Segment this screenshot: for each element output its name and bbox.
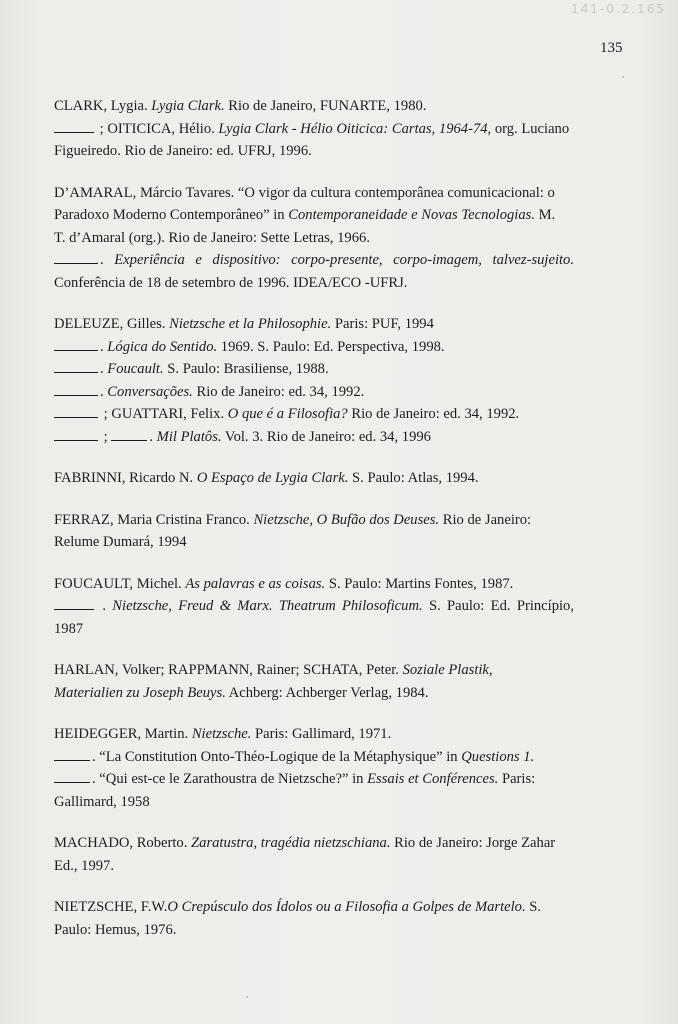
bib-text: 1969. S. Paulo: Ed. Perspectiva, 1998. (217, 338, 445, 355)
bib-line (54, 467, 574, 490)
bib-title-italic: O que é a Filosofia? (227, 406, 348, 422)
ditto-rule (54, 595, 94, 610)
bib-entry-harlan (54, 659, 574, 704)
bib-text: ; GUATTARI, Felix. (100, 406, 228, 422)
bib-title-italic: Lygia Clark. (151, 98, 225, 114)
bib-line (54, 919, 574, 942)
bib-text: T. d’Amaral (org.). Rio de Janeiro: Sette Letras, 1966. (54, 229, 370, 246)
bib-title-italic: As palavras e as coisas. (185, 575, 326, 592)
ditto-rule (54, 249, 98, 264)
bib-text: org. Luciano (491, 120, 570, 137)
bib-entry-fabrinni (54, 467, 574, 490)
bib-line (54, 182, 574, 205)
bib-title-italic: Soziale Plastik, (402, 662, 493, 678)
bib-title-italic: Contemporaneidade e Novas Tecnologias. (288, 207, 535, 223)
bib-title-italic: Lógica do Sentido. (107, 338, 218, 355)
ditto-rule (54, 336, 98, 351)
ditto-rule (54, 118, 94, 133)
bib-line (54, 832, 574, 855)
bib-line (54, 358, 574, 381)
bib-entry-machado (54, 832, 574, 877)
bib-text: D’AMARAL, Márcio Tavares. “O vigor da cultura contemporânea comunicacional: o (54, 184, 555, 201)
bib-line (54, 618, 574, 641)
bib-entry-deleuze (54, 313, 574, 448)
bib-text: Achberg: Achberger Verlag, 1984. (225, 684, 429, 701)
bib-line (54, 95, 574, 118)
bib-text: FABRINNI, Ricardo N. (54, 470, 197, 486)
bibliography-list (54, 95, 574, 960)
bib-text: Rio de Janeiro: ed. 34, 1992. (347, 406, 520, 422)
bib-text: Paris: Gallimard, 1971. (251, 726, 392, 742)
bib-text: Gallimard, 1958 (54, 793, 150, 810)
bib-entry-ferraz (54, 509, 574, 554)
bib-title-italic: Experiência e dispositivo: corpo-presente, corpo-imagem, talvez-sujeito. (114, 252, 575, 268)
bib-line (54, 682, 574, 705)
bib-line (54, 249, 574, 272)
bib-text: Paulo: Hemus, 1976. (54, 921, 177, 938)
bib-text: . (96, 598, 113, 614)
bib-text: S. Paulo: Martins Fontes, 1987. (325, 575, 514, 592)
ditto-rule (54, 768, 90, 783)
bib-entry-foucault (54, 573, 574, 641)
bib-text: . (100, 361, 108, 377)
bib-text: Rio de Janeiro: ed. 34, 1992. (192, 383, 365, 400)
bib-line (54, 272, 574, 295)
bib-text: . “Qui est-ce le Zarathoustra de Nietzsche?” in (92, 771, 368, 787)
bib-line (54, 204, 574, 227)
bib-text: Paradoxo Moderno Contemporâneo” in (54, 207, 289, 223)
bib-title-italic: Nietzsche et la Philosophie. (169, 316, 332, 332)
bib-text: M. (535, 207, 556, 223)
pencil-archive-mark: 141-0.2.165 (570, 2, 666, 16)
bib-text: Vol. 3. Rio de Janeiro: ed. 34, 1996 (221, 428, 431, 445)
bib-text: HARLAN, Volker; RAPPMANN, Rainer; SCHATA, Peter. (54, 662, 403, 678)
bib-line (54, 227, 574, 250)
bib-line (54, 746, 574, 769)
bib-text: CLARK, Lygia. (54, 98, 152, 114)
bib-text: . (100, 383, 108, 400)
bib-line (54, 140, 574, 163)
bib-text: Figueiredo. Rio de Janeiro: ed. UFRJ, 1996. (54, 143, 312, 159)
bib-title-italic: Questions 1. (461, 748, 535, 765)
bib-line (54, 336, 574, 359)
bib-line (54, 595, 574, 618)
page-number: 135 (600, 40, 623, 56)
bib-line (54, 855, 574, 878)
bib-text: S. Paulo: Atlas, 1994. (348, 470, 479, 486)
bib-title-italic: Mil Platôs. (156, 428, 222, 445)
bib-line (54, 896, 574, 919)
ditto-rule (54, 358, 98, 373)
bib-line (54, 768, 574, 791)
bib-title-italic: Lygia Clark - Hélio Oiticica: Cartas, 1964-74, (218, 120, 492, 137)
bib-line (54, 381, 574, 404)
bib-line (54, 531, 574, 554)
bib-text: S. Paulo: Ed. Princípio, (422, 598, 574, 614)
ditto-rule (54, 746, 90, 761)
paper-speck (622, 76, 624, 78)
bib-title-italic: Essais et Conférences. (367, 771, 499, 787)
bib-text: S. (525, 899, 542, 915)
bib-text: Conferência de 18 de setembro de 1996. IDEA/ECO -UFRJ. (54, 274, 408, 291)
paper-speck (246, 996, 248, 998)
bib-text: DELEUZE, Gilles. (54, 316, 170, 332)
bib-text: Relume Dumará, 1994 (54, 534, 187, 550)
bib-text: NIETZSCHE, F.W. (54, 899, 168, 915)
bib-text: Rio de Janeiro, FUNARTE, 1980. (224, 98, 427, 114)
bib-text: Rio de Janeiro: (439, 511, 532, 528)
bib-title-italic: O Espaço de Lygia Clark. (196, 470, 349, 486)
bib-entry-damaral (54, 182, 574, 295)
bib-text: Paris: (498, 771, 536, 787)
bib-line (54, 791, 574, 814)
bib-text: . (100, 338, 108, 355)
bib-text: FOUCAULT, Michel. (54, 575, 186, 592)
bib-text: . (100, 252, 115, 268)
bib-title-italic: Nietzsche, O Bufão dos Deuses. (253, 511, 440, 528)
bib-text: FERRAZ, Maria Cristina Franco. (54, 511, 254, 528)
bib-title-italic: Foucault. (107, 361, 164, 377)
bib-text: Ed., 1997. (54, 857, 114, 874)
bib-text: MACHADO, Roberto. (54, 835, 192, 851)
bib-text: 1987 (54, 620, 84, 637)
bib-line (54, 313, 574, 336)
bib-text: Paris: PUF, 1994 (331, 316, 434, 332)
bib-text: ; OITICICA, Hélio. (96, 120, 219, 137)
bib-title-italic: Materialien zu Joseph Beuys. (54, 684, 226, 701)
bib-title-italic: Nietzsche. (191, 726, 252, 742)
bib-entry-nietzsche (54, 896, 574, 941)
bib-text: Rio de Janeiro: Jorge Zahar (390, 835, 556, 851)
bib-line (54, 573, 574, 596)
bib-line (54, 723, 574, 746)
bib-entry-clark (54, 95, 574, 163)
bib-title-italic: Zaratustra, tragédia nietzschiana. (191, 835, 391, 851)
bib-title-italic: Nietzsche, Freud & Marx. Theatrum Philosoficum. (112, 598, 423, 614)
bib-text: S. Paulo: Brasiliense, 1988. (163, 361, 329, 377)
bib-line (54, 509, 574, 532)
ditto-rule (111, 426, 147, 441)
bib-line (54, 426, 574, 449)
bib-text: HEIDEGGER, Martin. (54, 726, 192, 742)
bib-title-italic: Conversações. (107, 383, 193, 400)
bib-line (54, 403, 574, 426)
bib-line (54, 118, 574, 141)
ditto-rule (54, 381, 98, 396)
ditto-rule (54, 426, 98, 441)
bib-text: ; (100, 428, 112, 445)
bib-entry-heidegger (54, 723, 574, 813)
bib-text: . (149, 428, 157, 445)
bib-text: . “La Constitution Onto-Théo-Logique de la Métaphysique” in (92, 748, 462, 765)
ditto-rule (54, 403, 98, 418)
bib-title-italic: O Crepúsculo dos Ídolos ou a Filosofia a Golpes de Martelo. (167, 899, 526, 915)
bib-line (54, 659, 574, 682)
